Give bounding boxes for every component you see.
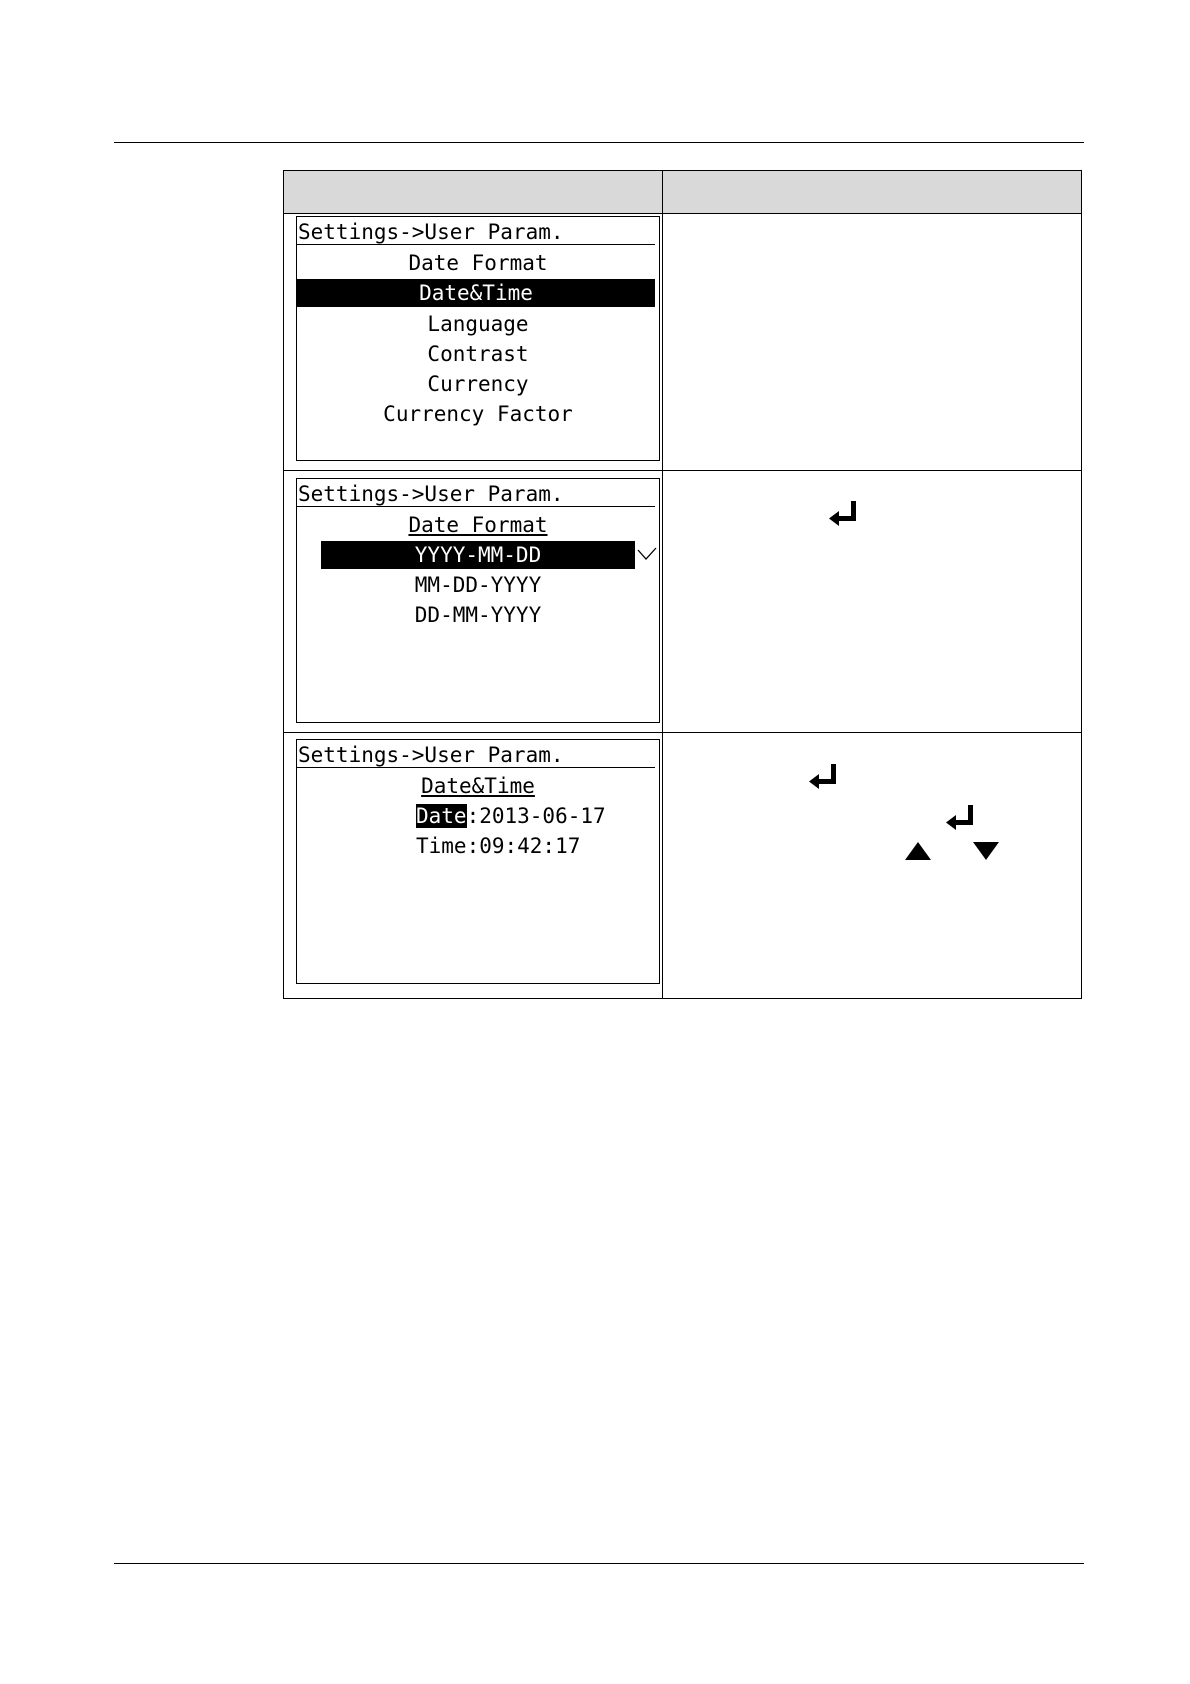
option-yyyy-mm-dd-selected[interactable]: YYYY-MM-DD bbox=[321, 541, 635, 569]
menu-item-currency[interactable]: Currency bbox=[427, 372, 529, 396]
date-value: :2013-06-17 bbox=[466, 804, 606, 828]
table-header-row bbox=[284, 171, 1081, 214]
screen-title: Settings->User Param. bbox=[297, 481, 655, 507]
time-field[interactable] bbox=[416, 832, 580, 860]
time-value: :09:42:17 bbox=[466, 834, 581, 858]
lcd-screen-date-time bbox=[296, 739, 660, 984]
screen-title: Settings->User Param. bbox=[297, 742, 655, 768]
time-label: Time bbox=[416, 834, 467, 858]
date-field[interactable] bbox=[416, 802, 606, 830]
menu-item-date-time-selected[interactable]: Date&Time bbox=[297, 279, 655, 307]
enter-key-icon bbox=[946, 803, 976, 831]
procedure-table bbox=[283, 170, 1082, 999]
row-divider bbox=[284, 470, 1081, 471]
menu-item-language[interactable]: Language bbox=[427, 312, 529, 336]
lcd-screen-user-param-menu bbox=[296, 216, 660, 461]
screen-heading: Date Format bbox=[408, 513, 548, 537]
screen-heading: Date&Time bbox=[421, 774, 535, 798]
screen-title: Settings->User Param. bbox=[297, 219, 655, 245]
up-arrow-icon bbox=[904, 841, 932, 861]
column-divider bbox=[662, 171, 663, 998]
enter-key-icon bbox=[829, 499, 859, 527]
check-icon bbox=[637, 547, 657, 561]
down-arrow-icon bbox=[972, 841, 1000, 861]
enter-key-icon bbox=[809, 762, 839, 790]
row-divider bbox=[284, 732, 1081, 733]
lcd-screen-date-format bbox=[296, 478, 660, 723]
menu-item-currency-factor[interactable]: Currency Factor bbox=[383, 402, 573, 426]
menu-item-contrast[interactable]: Contrast bbox=[427, 342, 529, 366]
header-rule bbox=[114, 142, 1084, 143]
option-dd-mm-yyyy[interactable]: DD-MM-YYYY bbox=[414, 603, 542, 627]
menu-item-date-format[interactable]: Date Format bbox=[408, 251, 548, 275]
date-label-highlighted[interactable]: Date bbox=[416, 804, 467, 828]
option-mm-dd-yyyy[interactable]: MM-DD-YYYY bbox=[414, 573, 542, 597]
footer-rule bbox=[114, 1563, 1084, 1564]
